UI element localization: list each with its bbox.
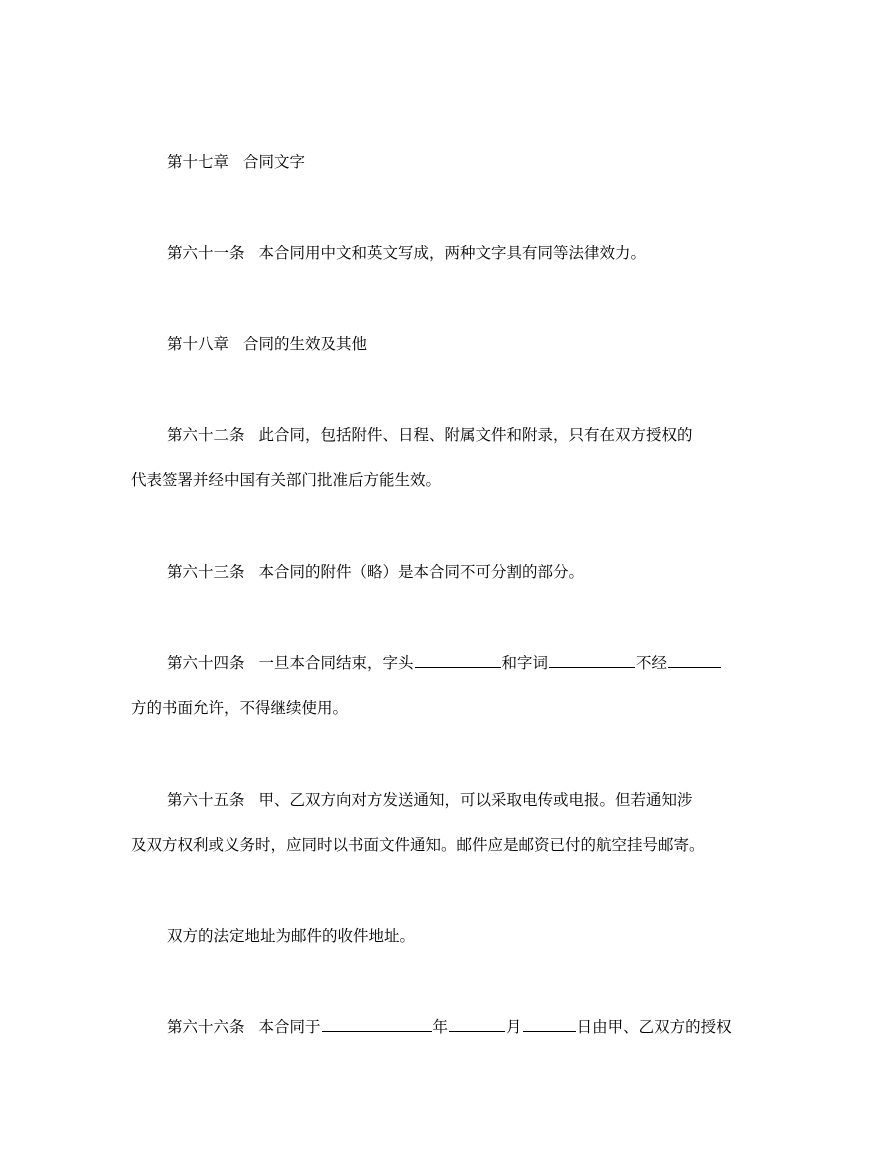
fill-blank-day (523, 1017, 576, 1032)
article-64-line-2 (131, 698, 771, 718)
article-65-line-2 (131, 835, 771, 855)
chapter-18-title: 合同的生效及其他 (243, 335, 368, 353)
article-66-text-part-4: 日由甲、乙双方的授权 (576, 1018, 732, 1036)
article-63 (131, 562, 807, 582)
chapter-18-number: 第十八章 (167, 335, 230, 353)
article-66-line-1 (131, 1017, 807, 1037)
article-66-text-part-1: 本合同于 (258, 1018, 321, 1036)
fill-blank-header (415, 653, 501, 668)
article-65-text-1: 甲、乙双方向对方发送通知，可以采取电传或电报。但若通知涉 (258, 791, 693, 809)
article-64-text-part-1: 一旦本合同结束，字头 (258, 654, 414, 672)
article-62-line-2 (131, 470, 771, 490)
article-62-text-2: 代表签署并经中国有关部门批准后方能生效。 (131, 471, 442, 489)
article-65-text-2: 及双方权利或义务时，应同时以书面文件通知。邮件应是邮资已付的航空挂号邮寄。 (131, 836, 705, 854)
article-66-number: 第六十六条 (167, 1018, 245, 1036)
article-66-text-part-3: 月 (506, 1018, 522, 1036)
article-61-text: 本合同用中文和英文写成，两种文字具有同等法律效力。 (258, 244, 647, 262)
article-65-line-1 (131, 790, 807, 810)
fill-blank-party (668, 653, 721, 668)
article-63-number: 第六十三条 (167, 563, 245, 581)
article-64-text-2: 方的书面允许，不得继续使用。 (131, 699, 349, 717)
chapter-17-heading (131, 152, 807, 172)
article-66-text-part-2: 年 (432, 1018, 449, 1036)
chapter-17-number: 第十七章 (167, 153, 230, 171)
fill-blank-words (549, 653, 635, 668)
article-64-text-part-2: 和字词 (501, 654, 549, 672)
article-63-text: 本合同的附件（略）是本合同不可分割的部分。 (258, 563, 585, 581)
chapter-18-heading (131, 334, 807, 354)
legal-address-paragraph (131, 926, 807, 946)
article-62-number: 第六十二条 (167, 426, 245, 444)
article-64-number: 第六十四条 (167, 654, 245, 672)
article-64-line-1 (131, 653, 807, 673)
article-61 (131, 243, 807, 263)
article-65-number: 第六十五条 (167, 791, 245, 809)
article-62-line-1 (131, 425, 807, 445)
article-61-number: 第六十一条 (167, 244, 245, 262)
article-64-text-part-3: 不经 (636, 654, 668, 672)
article-62-text-1: 此合同，包括附件、日程、附属文件和附录，只有在双方授权的 (258, 426, 693, 444)
fill-blank-year (322, 1017, 432, 1032)
chapter-17-title: 合同文字 (243, 153, 306, 171)
legal-address-text: 双方的法定地址为邮件的收件地址。 (167, 927, 416, 945)
fill-blank-month (449, 1017, 505, 1032)
